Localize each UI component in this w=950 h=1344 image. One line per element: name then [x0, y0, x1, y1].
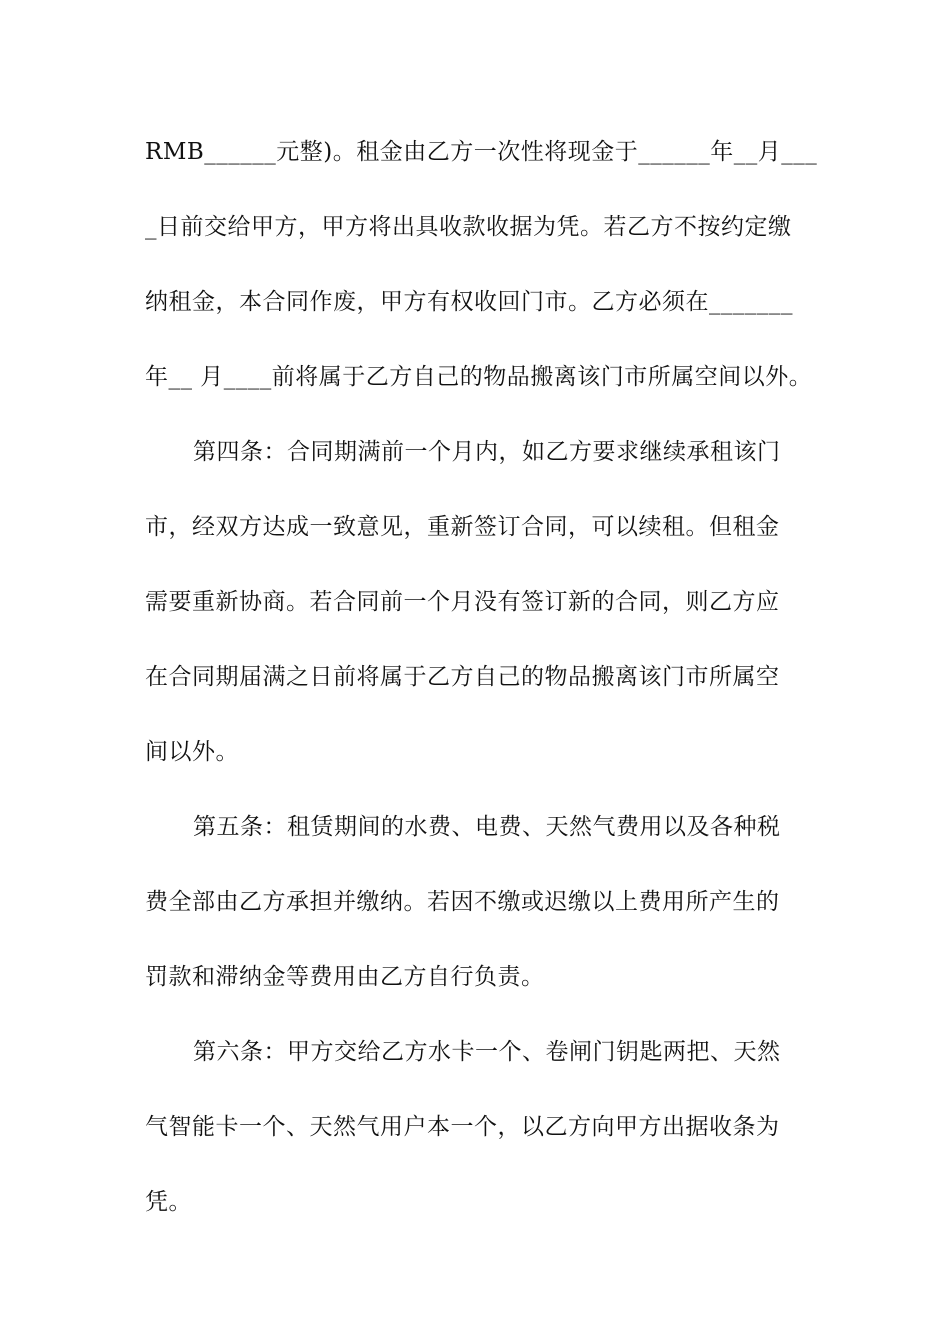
text-line: 费全部由乙方承担并缴纳。若因不缴或迟缴以上费用所产生的 — [145, 889, 780, 915]
text-line: 年__ 月____前将属于乙方自己的物品搬离该门市所属空间以外。 — [145, 364, 813, 390]
text-line: 间以外。 — [145, 739, 239, 765]
clause-4-heading-line: 第四条：合同期满前一个月内，如乙方要求继续承租该门 — [193, 439, 781, 465]
text-line: 气智能卡一个、天然气用户本一个，以乙方向甲方出据收条为 — [145, 1114, 780, 1140]
text-line: 纳租金，本合同作废，甲方有权收回门市。乙方必须在_______ — [145, 289, 793, 315]
text-line: 凭。 — [145, 1189, 192, 1215]
text-line: 罚款和滞纳金等费用由乙方自行负责。 — [145, 964, 545, 990]
text-line: RMB______元整)。租金由乙方一次性将现金于______年__月___ — [145, 139, 818, 165]
text-line: 需要重新协商。若合同前一个月没有签订新的合同，则乙方应 — [145, 589, 780, 615]
text-line: 在合同期届满之日前将属于乙方自己的物品搬离该门市所属空 — [145, 664, 780, 690]
clause-6-heading-line: 第六条：甲方交给乙方水卡一个、卷闸门钥匙两把、天然 — [193, 1039, 781, 1065]
clause-5-heading-line: 第五条：租赁期间的水费、电费、天然气费用以及各种税 — [193, 814, 781, 840]
text-line: 市，经双方达成一致意见，重新签订合同，可以续租。但租金 — [145, 514, 780, 540]
text-line: _日前交给甲方，甲方将出具收款收据为凭。若乙方不按约定缴 — [145, 214, 792, 240]
